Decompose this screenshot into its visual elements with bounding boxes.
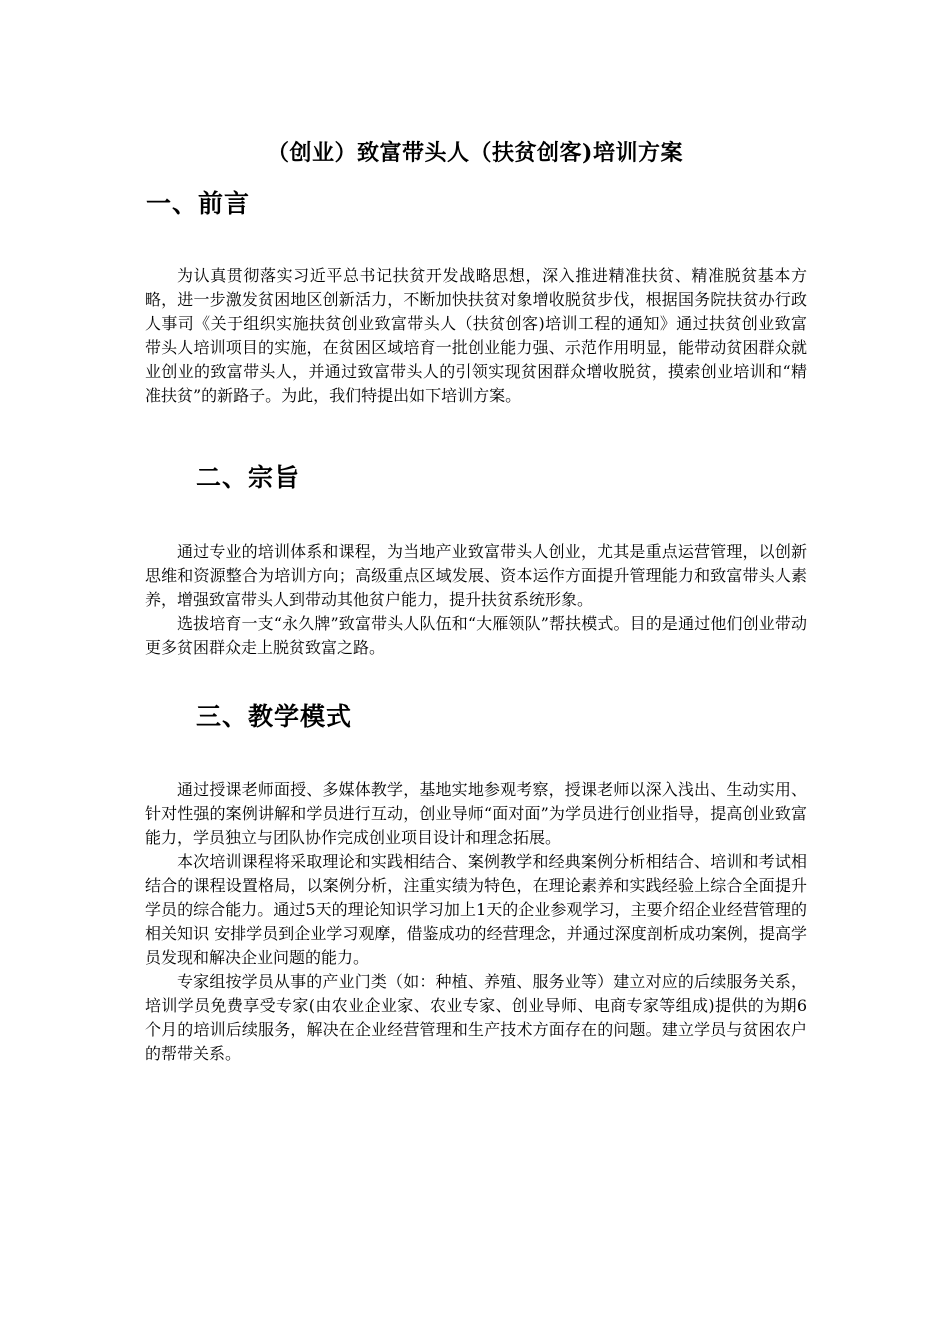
section-body-preface [145, 264, 807, 408]
paragraph: 通过专业的培训体系和课程，为当地产业致富带头人创业，尤其是重点运营管理，以创新思维和资源整合为培训方向；高级重点区域发展、资本运作方面提升管理能力和致富带头人素养，增强致富带头人到带动其他贫户能力，提升扶贫系统形象。 [145, 542, 807, 609]
section-heading-teaching-mode: 三、教学模式 [196, 702, 353, 731]
paragraph: 本次培训课程将采取理论和实践相结合、案例教学和经典案例分析相结合、培训和考试相结合的课程设置格局，以案例分析，注重实绩为特色，在理论素养和实践经验上综合全面提升学员的综合能力。通过5天的理论知识学习加上1天的企业参观学习，主要介绍企业经营管理的相关知识 安排学员到企业学习观摩，借鉴成功的经营理念，并通过深度剖析成功案例，提高学员发现和解决企业问题的能力。 [145, 852, 807, 967]
paragraph: 通过授课老师面授、多媒体教学，基地实地参观考察，授课老师以深入浅出、生动实用、针对性强的案例讲解和学员进行互动，创业导师“面对面”为学员进行创业指导，提高创业致富能力，学员独立与团队协作完成创业项目设计和理念拓展。 [145, 780, 807, 847]
paragraph: 专家组按学员从事的产业门类（如：种植、养殖、服务业等）建立对应的后续服务关系，培训学员免费享受专家(由农业企业家、农业专家、创业导师、电商专家等组成)提供的为期6个月的培训后续服务，解决在企业经营管理和生产技术方面存在的问题。建立学员与贫困农户的帮带关系。 [145, 972, 807, 1063]
section-heading-purpose: 二、宗旨 [196, 463, 301, 492]
paragraph: 选拔培育一支“永久牌”致富带头人队伍和“大雁领队”帮扶模式。目的是通过他们创业带动更多贫困群众走上脱贫致富之路。 [145, 614, 807, 657]
section-heading-preface: 一、前言 [146, 189, 251, 218]
section-body-teaching-mode [145, 778, 807, 1066]
document-title: （创业）致富带头人（扶贫创客)培训方案 [267, 140, 683, 166]
paragraph: 为认真贯彻落实习近平总书记扶贫开发战略思想，深入推进精准扶贫、精准脱贫基本方略，进一步激发贫困地区创新活力，不断加快扶贫对象增收脱贫步伐，根据国务院扶贫办行政人事司《关于组织实施扶贫创业致富带头人（扶贫创客)培训工程的通知》通过扶贫创业致富带头人培训项目的实施，在贫困区域培育一批创业能力强、示范作用明显，能带动贫困群众就业创业的致富带头人，并通过致富带头人的引领实现贫困群众增收脱贫，摸索创业培训和“精准扶贫”的新路子。为此，我们特提出如下培训方案。 [145, 266, 807, 405]
section-body-purpose [145, 540, 807, 660]
